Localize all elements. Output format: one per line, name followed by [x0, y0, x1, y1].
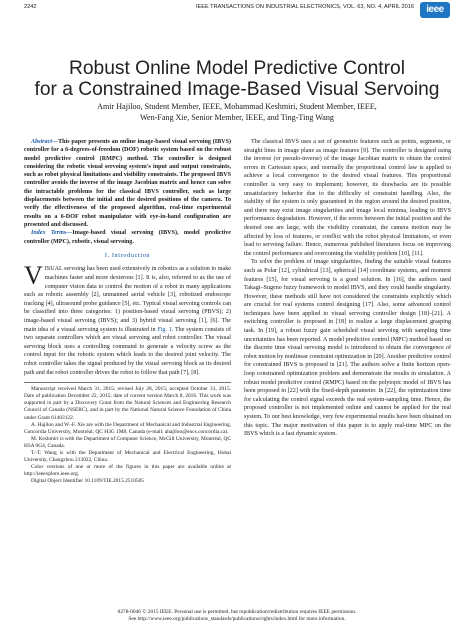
footnotes: [24, 382, 231, 485]
footnote-color-versions: Color versions of one or more of the figures in this paper are available online at http://ieeexplore.ieee.org.: [24, 464, 231, 478]
abstract: [24, 138, 231, 229]
ieee-logo: ieee: [420, 2, 450, 18]
intro-text: ISUAL servoing has been used extensively in robotics as a solution to make machines faster and more dexterous [1]. It is, also, referred to as the use of computer vision data to control the motion of a robot in many applications such as robotic assembly [2], unmanned aerial vehicle [3], robotized endoscope tracking [4], ultrasound probe guidance [5], etc. Typical visual servoing controls can be classified into three categories: 1) position-based visual servoing (PBVS); 2) image-based visual servoing (IBVS); and 3) hybrid visual servoing [1], [6]. The main idea of a visual servoing system is illustrated in: [24, 266, 231, 333]
footnote-doi: Digital Object Identifier 10.1109/TIE.2015.2510505: [31, 478, 144, 485]
author-list: [20, 101, 454, 123]
journal-line: IEEE TRANSACTIONS ON INDUSTRIAL ELECTRONICS, VOL. 63, NO. 4, APRIL 2016: [195, 4, 414, 10]
index-terms: [24, 229, 231, 246]
page-number: 2242: [24, 4, 37, 10]
footer-line-1: 0278-0046 © 2015 IEEE. Personal use is permitted, but republication/redistribution requires IEEE permission.: [117, 609, 357, 615]
intro-paragraph: [24, 261, 232, 377]
intro-text-end: . The system consists of two separate controllers which are visual servoing and robot controller. The visual servoing block uses a controlling command to generate a velocity screw as the control input for the robotic system which leads to the desired joint velocity. The robot controller takes the signal produced by the visual servoing block as its desired path and the robot controller drives the robot to follow that path [7], [8].: [24, 326, 232, 376]
section-heading-introduction: I. Introduction: [104, 251, 151, 259]
abstract-label: Abstract—: [31, 139, 59, 145]
footer-line-2: See http://www.ieee.org/publications_standards/publications/rights/index.html for more information.: [128, 616, 346, 623]
index-terms-label: Index Terms—: [31, 230, 73, 237]
index-terms-text: Image-based visual servoing (IBVS), model predictive controller (MPC), robotic, visual servoing.: [24, 230, 231, 245]
running-header: [24, 3, 450, 15]
abstract-text: This paper presents an online image-based visual servoing (IBVS) controller for a 6-degrees-of-freedom (DOF) robotic system based on the robust model predictive control (RMPC) method. The controller is designed considering the robotic visual servoing system's input and output constraints, such as robot physical limitations and visibility constraints. The proposed IBVS controller avoids the inverse of the image Jacobian matrix and hence can solve the intractable problems for the classical IBVS controller, such as large displacements between the initial and the desired positions of the camera. To verify the effectiveness of the proposed algorithm, real-time experimental results on a 6-DOF robot manipulator with eye-in-hand configuration are presented and discussed.: [24, 139, 231, 228]
paper-title: [20, 58, 454, 100]
body-paragraph-2: To solve the problem of image singularities, finding the suitable visual features such as Polar [12], cylindrical [13], spherical [14] coordinate systems, and moment features [15], for visual servoing is a good solution. In [16], the authors used Takagi–Sugeno fuzzy framework to model IBVS, and they could handle singularity. However, these methods still have not considered the constraints explicitly which are crucial for real systems control designing [17]. Also, some advanced control techniques have been applied to visual servoing controller design [18]–[21]. A switching controller is proposed in [18] to realize a large displacement grasping task. In [19], a robust fuzzy gain scheduled visual servoing with sampling time uncertainties has been reported. A model predictive control (MPC) method based on the discrete time visual servoing model is introduced to obtain the convergence of robot motion by nonlinear constraint optimization in [20]. Another predictive control for constrained IBVS is proposed in [21]. The authors solve a finite horizon open-loop constrained optimization problem and demonstrate the results in simulation. A robust model predictive control (RMPC) based on the polytopic model of IBVS has been proposed in [22] with the fixed-depth parameter. In [22], the optimization time for calculating the control signal exceeds the real system-sampling time. Hence, the proposed controller is not implemented online and cannot be applied for the real system. To our best knowledge, very few experimental results have been obtained on this topic. The major motivation of this paper is to apply real-time MPC on the IBVS which is a fast dynamic system.: [244, 259, 451, 438]
left-column: [24, 138, 231, 485]
authors-line-1: Amir Hajiloo, Student Member, IEEE, Mohammad Keshmiri, Student Member, IEEE,: [97, 102, 377, 111]
body-paragraph-1: The classical IBVS uses a set of geometric features such as points, segments, or straight lines in image plane as image features [9]. The controller is designed using the inverse (or pseudo-inverse) of the image Jacobian matrix to obtain the control errors in Cartesian space, and normally the proportional control law is applied to achieve a local convergence to the desired visual features. This proportional controller is very easy to implement; however, its drawbacks are its possible unsatisfactory behavior due to the difficulty of constraint handling. Also, the stability of the system is only guaranteed in the region around the desired position, and there may exist image singularities and image local minima, leading to IBVS performance degradation. However, if the errors between the initial position and the desired one are large, with the visibility constraint, the camera motion may be affected by loss of features, or conflict with the robot physical limitations, or even lead to servoing failure. Hence, numerous published literatures focus on improving the control performance and overcoming the visibility problem [10], [11].: [244, 139, 451, 257]
copyright-footer: [24, 609, 450, 624]
footnote-affiliation-1: A. Hajiloo and W.-F. Xie are with the Department of Mechanical and Industrial Engineering, Concordia University, Montréal, QC H3G 1M8, Canada (e-mail: ahajiloo@encs.concordia.ca).: [24, 421, 232, 435]
figure-link[interactable]: Fig. 1: [157, 326, 172, 333]
footnote-affiliation-3: T.-T. Wang is with the Department of Mechanical and Electrical Engineering, Hohai University, Changzhou 213022, China.: [24, 450, 231, 464]
footnote-manuscript: Manuscript received March 31, 2015; revised July 28, 2015; accepted October 31, 2015. Date of publication December 22, 2015; date of current version March 8, 2016. This work was supported in part by a Discovery Grant from the Natural Sciences and Engineering Research Council of Canada (NSERC), and in part by the National Natural Science Foundation of China under Grant 61403122.: [24, 386, 231, 421]
title-line-1: Robust Online Model Predictive Control: [69, 58, 405, 79]
title-line-2: for a Constrained Image-Based Visual Servoing: [34, 79, 440, 100]
footnote-affiliation-2: M. Keshmiri is with the Department of Computer Science, McGill University, Montréal, QC H3A 0G4, Canada.: [24, 435, 231, 449]
authors-line-2: Wen-Fang Xie, Senior Member, IEEE, and Ting-Ting Wang: [140, 113, 334, 122]
right-column: [244, 138, 451, 439]
drop-cap: V: [24, 261, 43, 291]
